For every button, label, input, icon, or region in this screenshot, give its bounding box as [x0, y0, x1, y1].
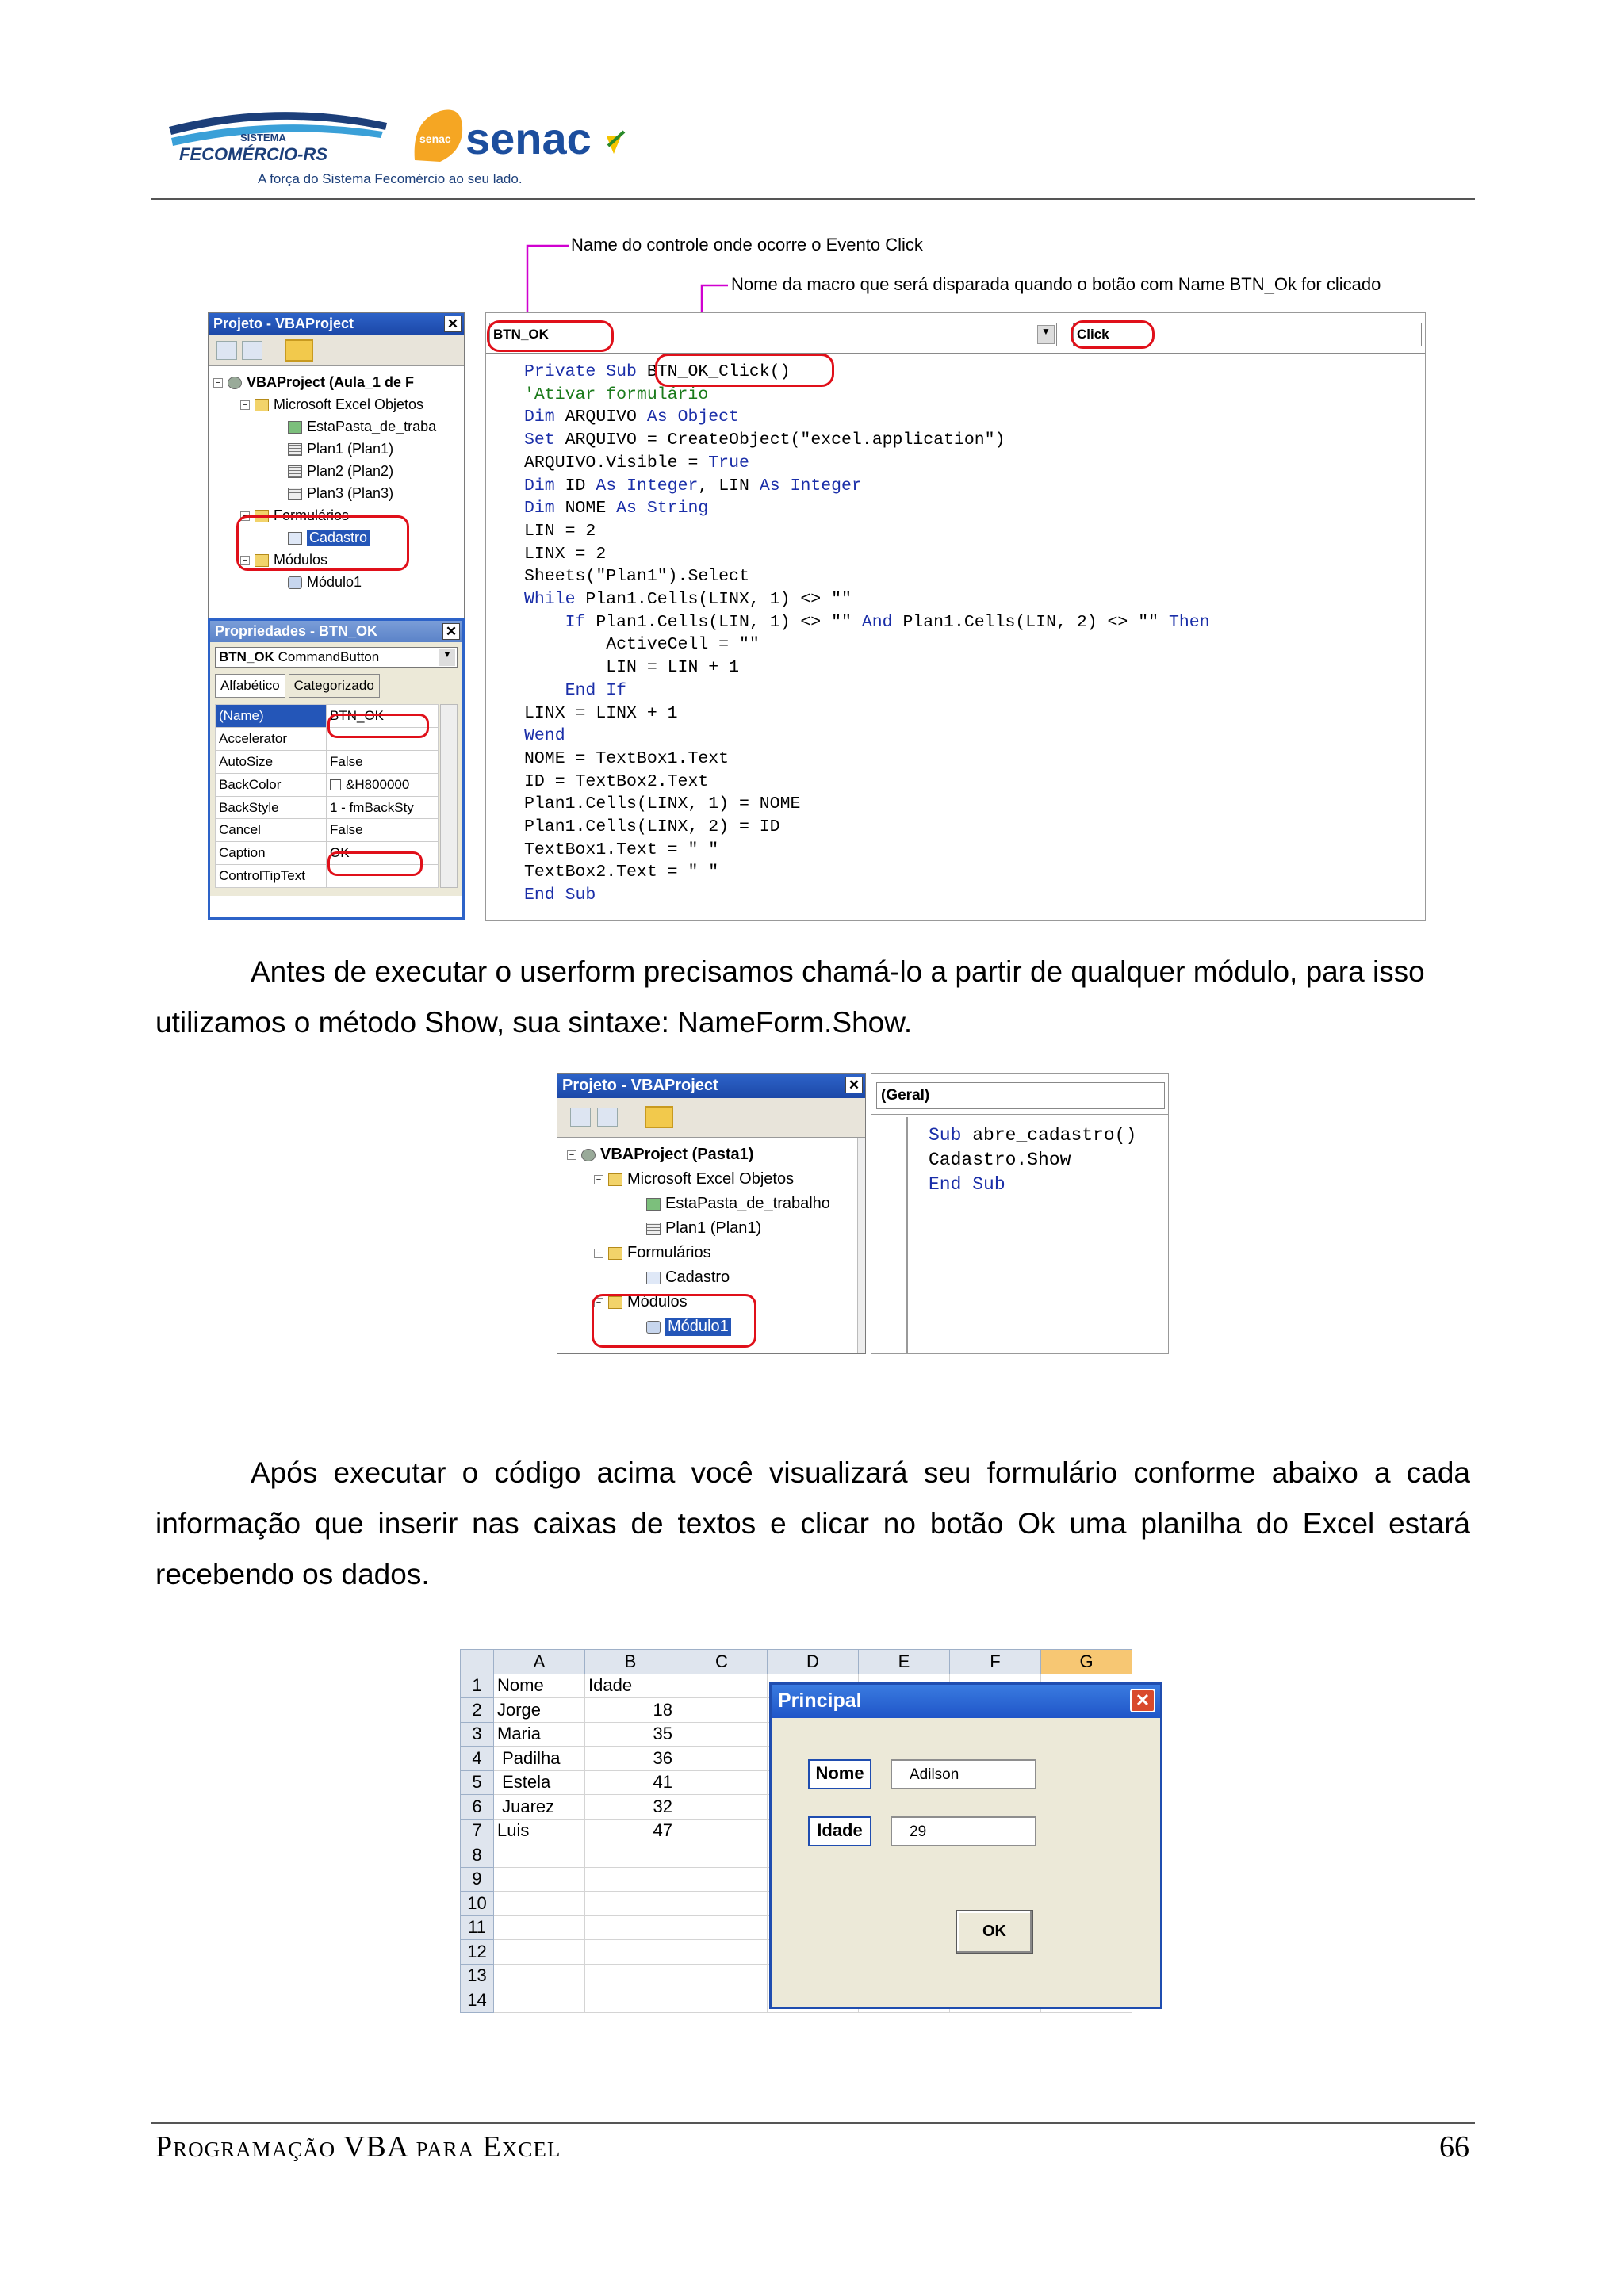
page-number: 66	[1439, 2130, 1469, 2164]
tree-module[interactable]: Módulo1	[646, 1318, 731, 1336]
row-header[interactable]: 10	[461, 1892, 494, 1916]
tree-workbook[interactable]: EstaPasta_de_trabalho	[646, 1195, 830, 1213]
code-line	[929, 1148, 1136, 1173]
column-header[interactable]: D	[768, 1650, 859, 1674]
userform-principal	[769, 1682, 1162, 2009]
cell-a[interactable]: Nome	[494, 1674, 585, 1698]
code-rendered: NOME = TextBox1.Text	[524, 748, 730, 768]
sheet-icon	[288, 488, 302, 500]
annotation-macro-name: Nome da macro que será disparada quando o botão com Name BTN_Ok for clicado	[731, 274, 1381, 294]
paragraph-line: informação que inserir nas caixas de textos e clicar no botão Ok uma planilha do Excel estará	[155, 1507, 1470, 1540]
footer-divider	[151, 2122, 1475, 2124]
code-window-2	[871, 1073, 1169, 1354]
code-line	[929, 1173, 1136, 1197]
code-rendered: TextBox1.Text = " "	[524, 840, 719, 859]
code-rendered: 'Ativar formulário	[524, 385, 709, 404]
row-header[interactable]: 14	[461, 1988, 494, 2013]
cell-b[interactable]	[585, 1940, 676, 1965]
ok-button[interactable]: OK	[956, 1910, 1033, 1954]
tree-sheet[interactable]: Plan2 (Plan2)	[288, 463, 393, 480]
property-name: (Name)	[216, 705, 327, 728]
collapse-icon[interactable]: −	[567, 1150, 576, 1160]
code-rendered: Dim ARQUIVO As Object	[524, 408, 739, 427]
code-line	[524, 361, 1210, 384]
code-rendered: Dim NOME As String	[524, 499, 709, 519]
cell-a[interactable]: Jorge	[494, 1698, 585, 1723]
properties-tabs	[210, 672, 462, 699]
code-line	[524, 588, 1210, 611]
code-rendered: Sheets("Plan1").Select	[524, 567, 749, 587]
general-dropdown[interactable]: (Geral)	[876, 1082, 1165, 1109]
row-header[interactable]: 13	[461, 1964, 494, 1988]
workbook-icon	[288, 421, 302, 434]
code-line	[524, 816, 1210, 839]
cell-b[interactable]	[585, 1843, 676, 1868]
project-toolbar	[209, 335, 464, 366]
folder-icon	[608, 1247, 622, 1260]
svg-text:senac: senac	[465, 113, 592, 163]
row-header[interactable]: 6	[461, 1795, 494, 1820]
footer-title: Programação VBA para Excel	[155, 2130, 561, 2164]
highlight-name-property	[327, 714, 429, 738]
cell-b[interactable]: 47	[585, 1819, 676, 1843]
property-value-text: False	[330, 822, 363, 838]
svg-text:SISTEMA: SISTEMA	[240, 132, 286, 144]
code-line	[524, 725, 1210, 748]
view-code-button[interactable]	[216, 341, 237, 360]
code-line	[524, 429, 1210, 452]
toggle-folders-button[interactable]	[285, 339, 313, 362]
tree-sheet[interactable]: Plan1 (Plan1)	[288, 441, 393, 457]
code-rendered: ActiveCell = ""	[606, 635, 760, 655]
project-icon	[581, 1149, 596, 1161]
cell-b[interactable]	[585, 1915, 676, 1940]
property-name: Cancel	[216, 819, 327, 842]
highlight-caption-property	[327, 851, 423, 876]
code-rendered: Plan1.Cells(LINX, 2) = ID	[524, 817, 780, 837]
code-line	[524, 565, 1210, 588]
tree-workbook[interactable]: EstaPasta_de_traba	[288, 419, 436, 435]
annotation-control-name: Name do controle onde ocorre o Evento Click	[571, 235, 923, 254]
cell-a[interactable]: Padilha	[494, 1747, 585, 1771]
code-line	[524, 406, 1210, 429]
property-name: Accelerator	[216, 727, 327, 750]
toggle-folders-button[interactable]	[645, 1106, 673, 1128]
project-tree	[209, 366, 464, 620]
code-rendered: If Plan1.Cells(LIN, 1) <> "" And Plan1.Cells(LIN, 2) <> "" Then	[565, 612, 1210, 632]
property-value[interactable]	[327, 819, 439, 842]
code-rendered: LIN = 2	[524, 521, 596, 541]
row-header[interactable]: 9	[461, 1867, 494, 1892]
highlight-procedure-dropdown	[1071, 320, 1155, 349]
cell[interactable]	[676, 1674, 768, 1698]
cell-b[interactable]	[585, 1867, 676, 1892]
view-code-button[interactable]	[570, 1108, 591, 1127]
paragraph-line: recebendo os dados.	[155, 1558, 430, 1590]
tree-sheet[interactable]: Plan1 (Plan1)	[646, 1219, 761, 1238]
cell-a[interactable]	[494, 1892, 585, 1916]
close-icon[interactable]: ✕	[442, 623, 460, 640]
code-rendered: Sub abre_cadastro()	[929, 1125, 1137, 1146]
cell-a[interactable]	[494, 1964, 585, 1988]
tree-modules[interactable]: − Módulos	[240, 552, 327, 568]
chevron-down-icon[interactable]: ▼	[1037, 325, 1055, 344]
code-line	[524, 679, 1210, 702]
cell-b[interactable]	[585, 1988, 676, 2013]
object-dropdown[interactable]: BTN_OK ▼	[489, 323, 1057, 346]
paragraph-result	[155, 1448, 1470, 1600]
project-toolbar	[557, 1098, 865, 1138]
row-header[interactable]: 3	[461, 1722, 494, 1747]
paragraph-line: Antes de executar o userform precisamos chamá-lo a partir de qualquer módulo, para isso	[251, 955, 1425, 988]
column-header-row	[461, 1650, 1132, 1674]
svg-text:senac: senac	[419, 132, 451, 145]
code-editor[interactable]	[929, 1123, 1136, 1197]
form-icon	[646, 1272, 661, 1284]
property-name: BackStyle	[216, 796, 327, 819]
code-line	[524, 633, 1210, 656]
code-rendered: Wend	[524, 726, 565, 746]
code-rendered: Cadastro.Show	[929, 1150, 1071, 1170]
column-header[interactable]: C	[676, 1650, 768, 1674]
row-header[interactable]: 7	[461, 1819, 494, 1843]
cell[interactable]	[676, 1843, 768, 1868]
collapse-icon[interactable]: −	[594, 1249, 603, 1258]
code-rendered: Plan1.Cells(LINX, 1) = NOME	[524, 794, 801, 814]
highlight-forms	[236, 515, 409, 571]
code-line	[524, 543, 1210, 566]
tree-forms[interactable]: − Formulários	[594, 1244, 711, 1262]
row-header[interactable]: 1	[461, 1674, 494, 1698]
code-rendered: LINX = 2	[524, 544, 607, 564]
paragraph-line: utilizamos o método Show, sua sintaxe: NameForm.Show.	[155, 1006, 913, 1039]
property-value[interactable]	[327, 773, 439, 796]
cell[interactable]	[676, 1964, 768, 1988]
code-window	[485, 312, 1426, 921]
folder-icon	[608, 1173, 622, 1186]
cell[interactable]	[676, 1892, 768, 1916]
cell[interactable]	[676, 1915, 768, 1940]
cell-b[interactable]: Idade	[585, 1674, 676, 1698]
paragraph-show-method	[155, 947, 1470, 1048]
code-line	[524, 497, 1210, 520]
age-input[interactable]: 29	[891, 1816, 1036, 1846]
cell[interactable]	[676, 1867, 768, 1892]
workbook-icon	[646, 1198, 661, 1211]
sheet-icon	[288, 465, 302, 478]
paragraph-line: Após executar o código acima você visualizará seu formulário conforme abaixo a cada	[251, 1456, 1470, 1489]
column-header[interactable]: G	[1041, 1650, 1132, 1674]
project-icon	[228, 377, 242, 389]
row-header[interactable]: 2	[461, 1698, 494, 1723]
property-value[interactable]	[327, 750, 439, 773]
cell[interactable]	[676, 1747, 768, 1771]
row-header[interactable]: 4	[461, 1747, 494, 1771]
color-swatch	[330, 779, 341, 790]
view-object-button[interactable]	[597, 1108, 618, 1127]
cell-a[interactable]	[494, 1843, 585, 1868]
cell-b[interactable]: 36	[585, 1747, 676, 1771]
close-icon[interactable]: ✕	[845, 1077, 863, 1093]
properties-title[interactable]: Propriedades - BTN_OK ✕	[210, 621, 462, 642]
row-header[interactable]: 12	[461, 1940, 494, 1965]
userform-titlebar[interactable]: Principal ✕	[772, 1685, 1160, 1718]
view-object-button[interactable]	[242, 341, 262, 360]
property-name: ControlTipText	[216, 865, 327, 888]
code-rendered: Dim ID As Integer, LIN As Integer	[524, 476, 862, 496]
property-name: BackColor	[216, 773, 327, 796]
close-button[interactable]: ✕	[1130, 1689, 1155, 1712]
cell-b[interactable]: 18	[585, 1698, 676, 1723]
cell-b[interactable]	[585, 1892, 676, 1916]
code-rendered: TextBox2.Text = " "	[524, 863, 719, 882]
cell-a[interactable]: Estela	[494, 1770, 585, 1795]
cell-a[interactable]: Maria	[494, 1722, 585, 1747]
collapse-icon[interactable]: −	[213, 378, 223, 388]
collapse-icon[interactable]: −	[240, 511, 250, 521]
code-editor[interactable]	[524, 361, 1210, 907]
row-header[interactable]: 5	[461, 1770, 494, 1795]
code-rendered: End Sub	[929, 1174, 1005, 1195]
fecomercio-tagline: A força do Sistema Fecomércio ao seu lado.	[258, 171, 523, 186]
code-line	[524, 384, 1210, 407]
code-line	[524, 861, 1210, 884]
tree-root[interactable]: − VBAProject (Pasta1)	[567, 1146, 753, 1164]
object-selector-bar	[210, 642, 462, 672]
code-dropdown-bar	[871, 1074, 1168, 1115]
code-line	[524, 656, 1210, 679]
property-value[interactable]	[327, 796, 439, 819]
code-line	[524, 452, 1210, 475]
collapse-icon[interactable]: −	[240, 556, 250, 565]
svg-text:FECOMÉRCIO-RS: FECOMÉRCIO-RS	[179, 144, 327, 164]
code-line	[524, 839, 1210, 862]
cell-a[interactable]	[494, 1940, 585, 1965]
cell-b[interactable]	[585, 1964, 676, 1988]
code-line	[524, 702, 1210, 725]
highlight-object-dropdown	[487, 320, 614, 352]
chevron-down-icon[interactable]: ▼	[439, 649, 455, 666]
code-line	[524, 748, 1210, 771]
code-rendered: Private Sub BTN_OK_Click()	[524, 362, 791, 381]
highlight-modules	[592, 1294, 756, 1348]
cell-a[interactable]	[494, 1867, 585, 1892]
property-value-text: False	[330, 753, 363, 769]
code-line	[524, 793, 1210, 816]
tree-forms[interactable]: − Formulários	[240, 507, 349, 524]
column-header[interactable]: B	[585, 1650, 676, 1674]
cell[interactable]	[676, 1698, 768, 1723]
sheet-icon	[288, 443, 302, 456]
tab-alphabetic[interactable]: Alfabético	[215, 674, 285, 698]
folder-icon	[255, 399, 269, 411]
sheet-icon	[646, 1223, 661, 1235]
code-line	[929, 1123, 1136, 1148]
highlight-sub-name	[655, 354, 834, 387]
code-line	[524, 475, 1210, 498]
cell[interactable]	[676, 1722, 768, 1747]
close-icon[interactable]: ✕	[444, 316, 462, 332]
code-dropdown-bar	[486, 313, 1425, 354]
age-label: Idade	[808, 1816, 871, 1846]
module-icon	[288, 576, 302, 589]
column-header[interactable]: E	[859, 1650, 950, 1674]
property-value-text: OK	[330, 845, 350, 861]
collapse-icon[interactable]: −	[240, 400, 250, 410]
project-explorer-title[interactable]: Projeto - VBAProject ✕	[557, 1074, 865, 1098]
name-label: Nome	[808, 1759, 871, 1789]
collapse-icon[interactable]: −	[594, 1175, 603, 1184]
select-all-corner[interactable]	[461, 1650, 494, 1674]
cell[interactable]	[676, 1940, 768, 1965]
cell[interactable]	[676, 1795, 768, 1820]
code-rendered: ARQUIVO.Visible = True	[524, 453, 749, 473]
tree-excel-objects[interactable]: − Microsoft Excel Objetos	[594, 1170, 794, 1188]
cell-a[interactable]: Juarez	[494, 1795, 585, 1820]
tree-sheet[interactable]: Plan3 (Plan3)	[288, 485, 393, 502]
tree-form[interactable]: Cadastro	[288, 530, 370, 546]
tab-categorized[interactable]: Categorizado	[289, 674, 380, 698]
cell-b[interactable]: 32	[585, 1795, 676, 1820]
tree-root[interactable]: − VBAProject (Aula_1 de F	[213, 374, 414, 391]
tree-modules[interactable]: − Módulos	[594, 1293, 688, 1311]
tree-scrollbar[interactable]	[857, 1138, 865, 1353]
property-value-text: &H800000	[346, 776, 410, 792]
code-line	[524, 611, 1210, 634]
project-explorer-title[interactable]: Projeto - VBAProject ✕	[209, 313, 464, 335]
property-name: AutoSize	[216, 750, 327, 773]
procedure-dropdown[interactable]: Click	[1073, 323, 1422, 346]
code-rendered: While Plan1.Cells(LINX, 1) <> ""	[524, 590, 852, 610]
code-line	[524, 884, 1210, 907]
code-margin	[871, 1117, 908, 1353]
code-rendered: End Sub	[524, 886, 596, 905]
name-input[interactable]: Adilson	[891, 1759, 1036, 1789]
property-value-text: BTN_OK	[330, 707, 385, 723]
tree-module[interactable]: Módulo1	[288, 574, 362, 591]
code-line	[524, 520, 1210, 543]
object-selector[interactable]: BTN_OK CommandButton ▼	[215, 647, 458, 668]
code-rendered: LINX = LINX + 1	[524, 703, 678, 723]
property-row[interactable]	[216, 750, 439, 773]
collapse-icon[interactable]: −	[594, 1298, 603, 1307]
code-rendered: LIN = LIN + 1	[606, 658, 739, 678]
property-value-text: 1 - fmBackSty	[330, 799, 414, 815]
property-name: Caption	[216, 842, 327, 865]
cell-a[interactable]: Luis	[494, 1819, 585, 1843]
column-header[interactable]: A	[494, 1650, 585, 1674]
properties-scrollbar[interactable]	[440, 704, 458, 888]
row-header[interactable]: 11	[461, 1915, 494, 1940]
code-rendered: End If	[565, 680, 627, 700]
property-row[interactable]	[216, 773, 439, 796]
cell-a[interactable]	[494, 1988, 585, 2013]
code-rendered: ID = TextBox2.Text	[524, 771, 709, 791]
cell-a[interactable]	[494, 1915, 585, 1940]
cell[interactable]	[676, 1819, 768, 1843]
property-row[interactable]	[216, 819, 439, 842]
tree-form[interactable]: Cadastro	[646, 1269, 730, 1287]
row-header[interactable]: 8	[461, 1843, 494, 1868]
cell[interactable]	[676, 1988, 768, 2013]
cell-b[interactable]: 35	[585, 1722, 676, 1747]
cell[interactable]	[676, 1770, 768, 1795]
property-row[interactable]	[216, 796, 439, 819]
project-explorer-window	[208, 312, 465, 625]
column-header[interactable]: F	[950, 1650, 1041, 1674]
tree-excel-objects[interactable]: − Microsoft Excel Objetos	[240, 396, 423, 413]
code-rendered: Set ARQUIVO = CreateObject("excel.application")	[524, 430, 1005, 450]
code-line	[524, 771, 1210, 794]
cell-b[interactable]: 41	[585, 1770, 676, 1795]
